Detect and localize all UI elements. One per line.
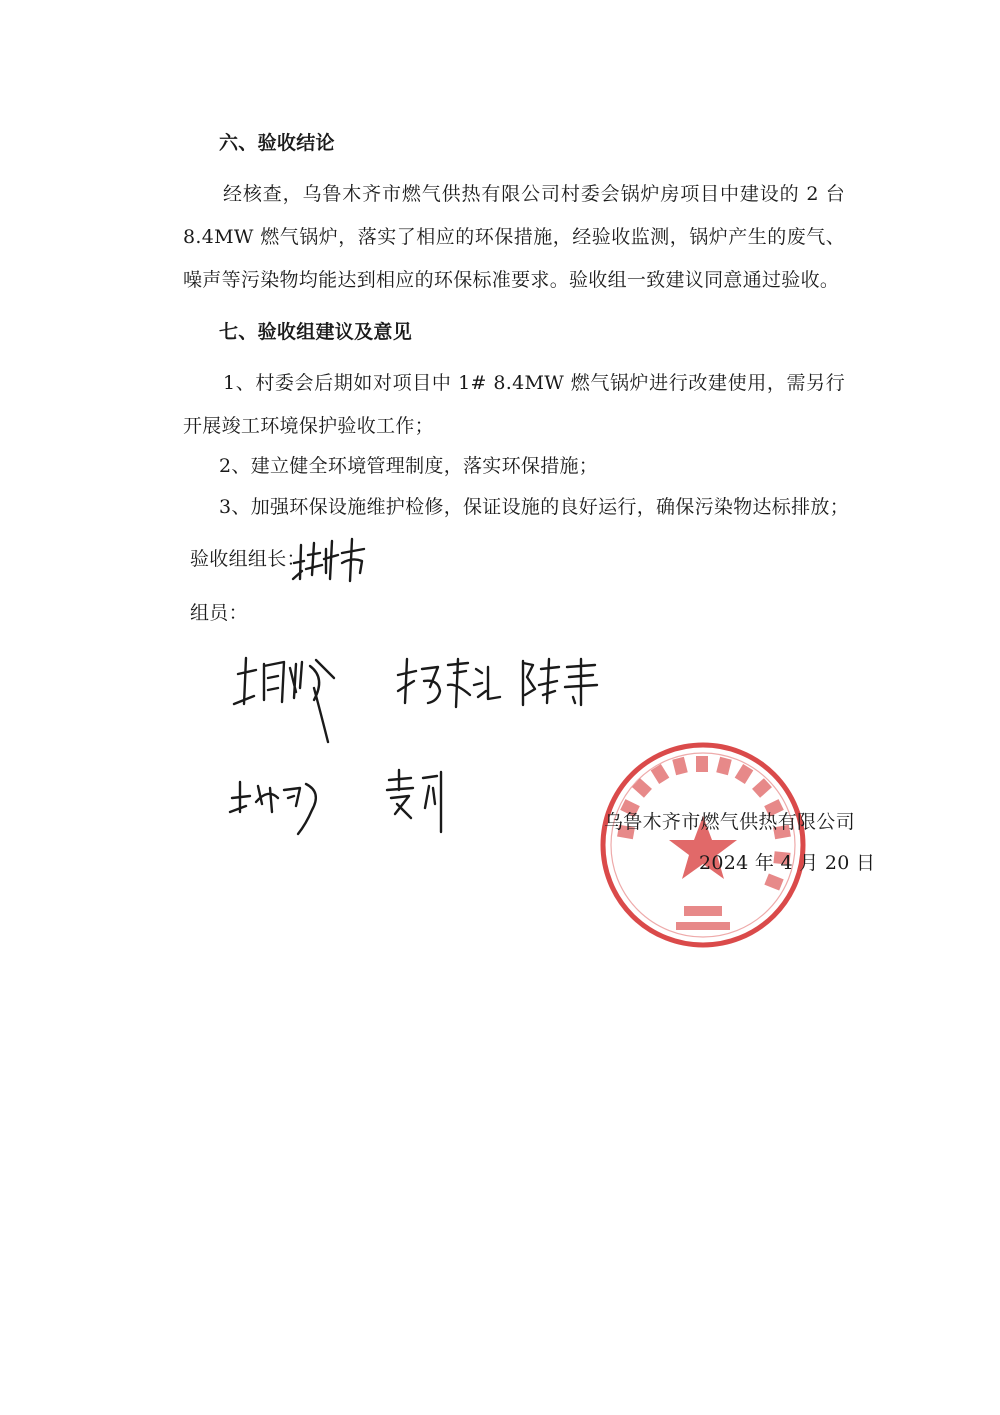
member-signature-1 [230,648,340,748]
section-6-heading: 六、验收结论 [219,132,335,154]
section-7-item-1: 1、村委会后期如对项目中 1# 8.4MW 燃气锅炉进行改建使用，需另行开展竣工环境保护验收工作； [183,372,845,437]
member-signature-5 [385,768,455,836]
section-7-item-3: 3、加强环保设施维护检修，保证设施的良好运行，确保污染物达标排放； [219,496,849,518]
section-7-heading: 七、验收组建议及意见 [219,321,413,343]
member-signature-2 [392,655,502,715]
member-signature-3 [517,655,602,710]
members-label: 组员： [190,602,248,624]
company-name: 乌鲁木齐市燃气供热有限公司 [604,811,855,833]
document-date: 2024 年 4 月 20 日 [699,852,876,874]
leader-signature [290,535,370,585]
section-6-paragraph: 经核查，乌鲁木齐市燃气供热有限公司村委会锅炉房项目中建设的 2 台 8.4MW 燃气锅炉，落实了相应的环保措施，经验收监测，锅炉产生的废气、噪声等污染物均能达到相应的环保标准要求。验收组一致建议同意通过验收。 [183,183,845,291]
company-seal [596,738,810,952]
member-signature-4 [228,768,328,840]
section-7-item-2: 2、建立健全环境管理制度，落实环保措施； [219,455,599,477]
leader-label: 验收组组长： [190,548,306,570]
